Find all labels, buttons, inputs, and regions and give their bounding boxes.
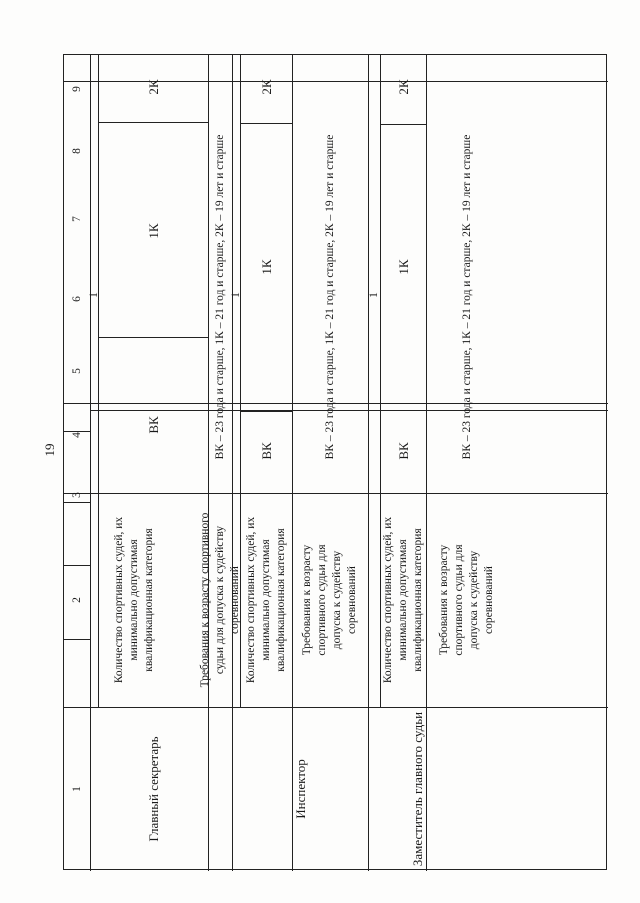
- position-name: Инспектор: [292, 759, 308, 819]
- count-row-label: Количество спортивных судей, их минимально допустимая квалификационная категория: [381, 516, 424, 684]
- col-header-5: 5: [70, 368, 83, 374]
- category-vk: ВК: [145, 416, 161, 434]
- category-vk: ВК: [395, 442, 411, 460]
- col-header-9: 9: [70, 86, 83, 92]
- judge-count: 1: [229, 292, 242, 298]
- category-2k: 2К: [395, 79, 411, 95]
- col-header-8: 8: [70, 148, 83, 154]
- position-name: Заместитель главного судьи: [409, 711, 425, 867]
- age-row-label: Требования к возрасту спортивного судьи для допуска к судейству соревнований: [301, 544, 358, 656]
- judge-count: 1: [87, 292, 100, 298]
- col-header-6: 6: [70, 296, 83, 302]
- judges-requirements-table: [63, 54, 607, 870]
- age-row-label: Требования к возрасту спортивного судьи для допуска к судейству соревнований: [198, 512, 241, 688]
- count-row-label: Количество спортивных судей, их минимально допустимая квалификационная категория: [244, 516, 287, 684]
- age-requirement: ВК – 23 года и старше, 1К – 21 год и старше, 2К – 19 лет и старше: [323, 134, 336, 460]
- category-2k: 2К: [145, 79, 161, 95]
- col-header-7: 7: [70, 216, 83, 222]
- age-requirement: ВК – 23 года и старше, 1К – 21 год и старше, 2К – 19 лет и старше: [213, 134, 226, 460]
- category-1k: 1К: [395, 259, 411, 275]
- category-1k: 1К: [145, 223, 161, 239]
- judge-count: 1: [367, 292, 380, 298]
- age-requirement: ВК – 23 года и старше, 1К – 21 год и старше, 2К – 19 лет и старше: [460, 134, 473, 460]
- category-vk: ВК: [258, 442, 274, 460]
- age-row-label: Требования к возрасту спортивного судьи для допуска к судейству соревнований: [438, 544, 495, 656]
- category-2k: 2К: [258, 79, 274, 95]
- col-header-4: 4: [70, 432, 83, 438]
- col-header-3: 3: [70, 492, 83, 498]
- page-number: 19: [42, 443, 57, 457]
- position-name: Главный секретарь: [145, 736, 161, 842]
- category-1k: 1К: [258, 259, 274, 275]
- col-header-2: 2: [70, 597, 83, 603]
- count-row-label: Количество спортивных судей, их минимально допустимая квалификационная категория: [112, 516, 155, 684]
- col-header-1: 1: [70, 786, 83, 792]
